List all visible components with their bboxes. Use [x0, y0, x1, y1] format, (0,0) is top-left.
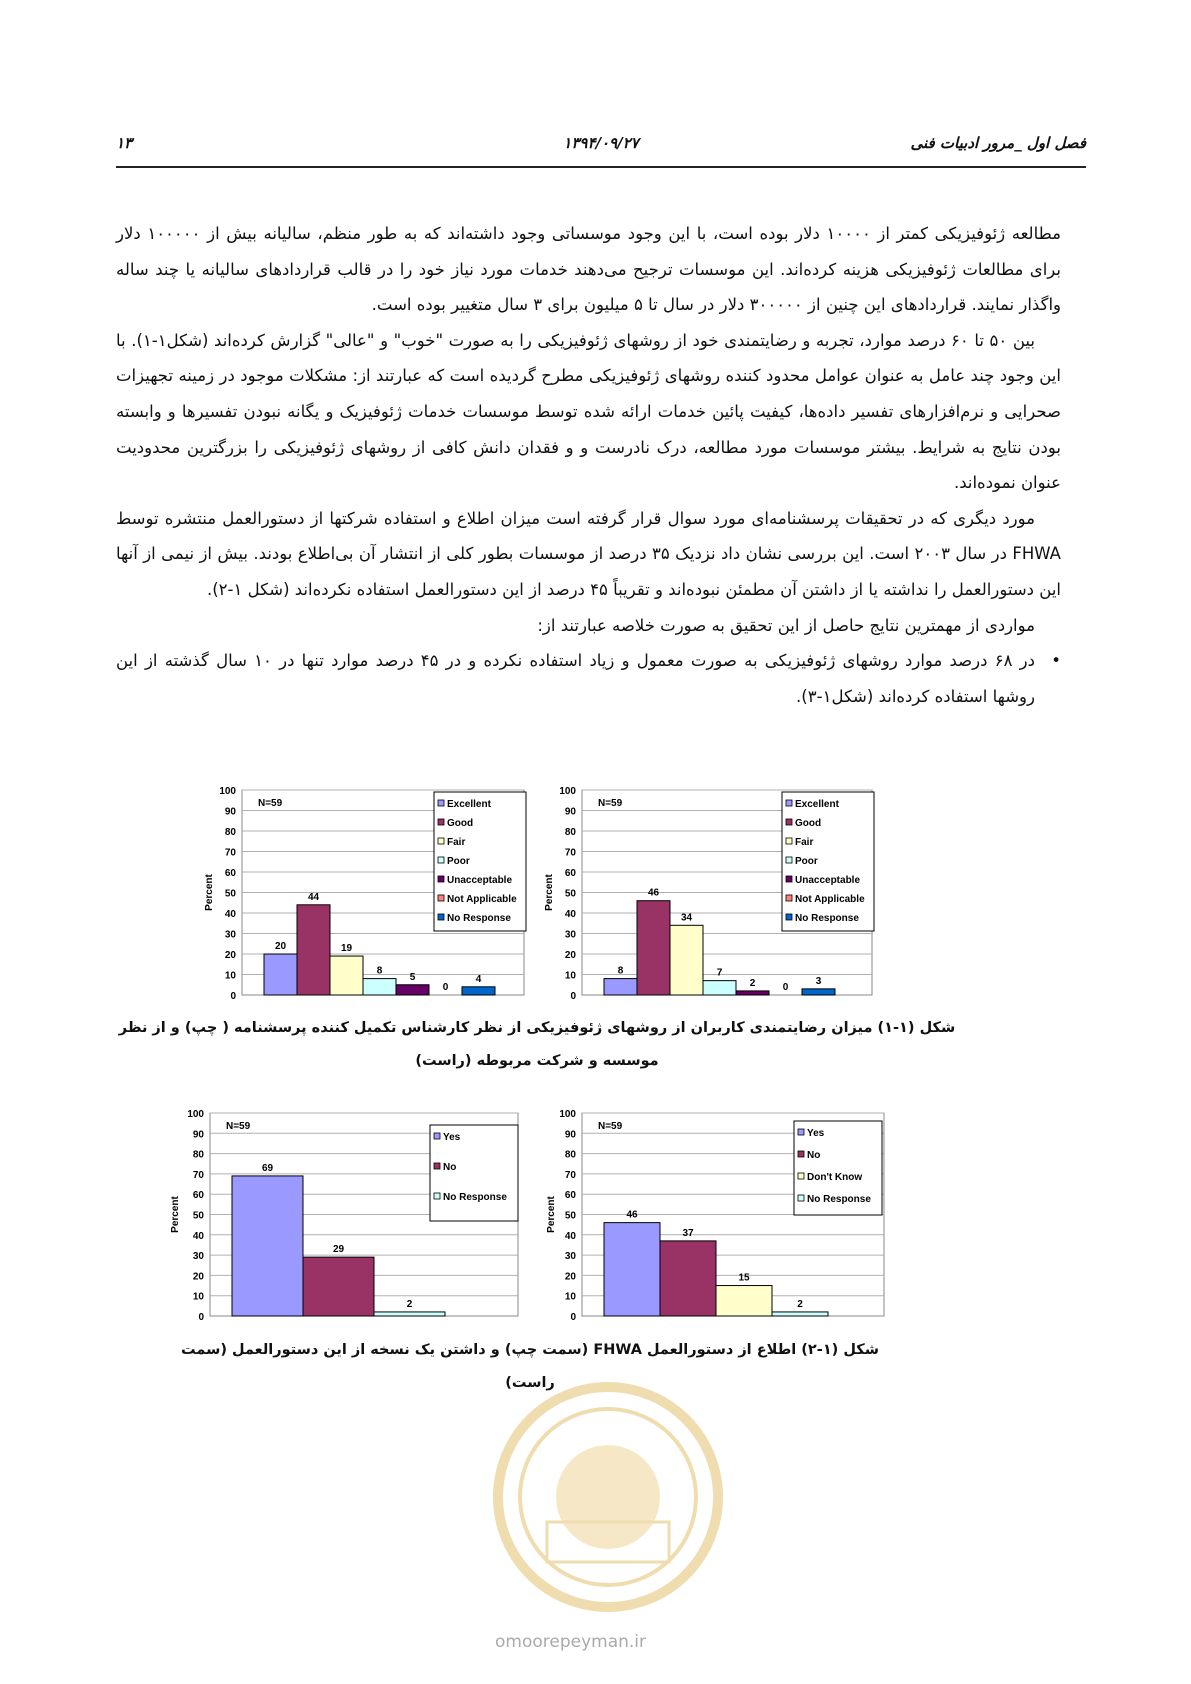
data-label: 7 [716, 967, 723, 979]
chart-svg-copy-right [542, 1105, 892, 1325]
y-tick-label: 0 [230, 991, 236, 1002]
y-tick-label: 100 [219, 786, 236, 797]
legend-swatch [438, 914, 444, 920]
legend-label: Poor [795, 856, 818, 867]
y-tick-label: 60 [224, 868, 236, 879]
legend-swatch [434, 1163, 440, 1169]
data-label: 15 [738, 1272, 750, 1284]
paragraph-3: مورد دیگری که در تحقیقات پرسشنامه‌ای مورد سوال قرار گرفته است میزان اطلاع و استفاده شرکتها از دستورالعمل منتشره توسط FHWA در سال ۲۰۰۳ است. این بررسی نشان داد نزدیک ۳۵ درصد از موسسات بطور کلی از انتشار آن بی‌اطلاع بودند. بیش از نیمی از آنها این دستورالعمل را نداشته یا از داشتن آن مطمئن نبوده‌اند و تقریباً ۴۵ درصد از این دستورالعمل استفاده نکرده‌اند (شکل ۱-۲). [116, 508, 1061, 599]
y-tick-label: 10 [564, 970, 576, 982]
data-label: 46 [626, 1209, 638, 1221]
legend-label: Yes [443, 1132, 461, 1143]
y-tick-label: 30 [192, 1251, 204, 1263]
y-tick-label: 50 [192, 1210, 204, 1222]
data-label: 2 [749, 977, 756, 989]
y-tick-label: 60 [192, 1190, 204, 1202]
legend-label: No [807, 1150, 821, 1161]
bar [670, 925, 703, 995]
legend-swatch [786, 857, 792, 863]
y-tick-label: 50 [564, 888, 576, 900]
y-axis-label: Percent [546, 1196, 557, 1233]
y-tick-label: 100 [187, 1109, 204, 1120]
chart-satisfaction-right [540, 782, 880, 1002]
legend-swatch [438, 800, 444, 806]
y-tick-label: 0 [570, 1312, 576, 1323]
chart-copy-right [542, 1105, 892, 1325]
bullet-item [116, 643, 1061, 714]
y-tick-label: 20 [224, 950, 236, 961]
legend-swatch [798, 1151, 804, 1157]
legend-swatch [434, 1193, 440, 1199]
legend-label: Excellent [447, 799, 491, 810]
legend-label: Excellent [795, 799, 839, 810]
legend-swatch [786, 838, 792, 844]
chapter-title: فصل اول _مرور ادبیات فنی [910, 134, 1086, 152]
y-tick-label: 90 [224, 806, 236, 818]
y-tick-label: 20 [564, 950, 576, 961]
data-label: 69 [261, 1162, 274, 1174]
sample-size-annotation: N=59 [598, 1121, 623, 1132]
y-tick-label: 80 [224, 827, 236, 838]
sample-size-annotation: N=59 [258, 798, 283, 809]
data-label: 0 [782, 982, 789, 993]
legend-label: No [443, 1162, 457, 1173]
legend-swatch [438, 819, 444, 825]
bar [363, 979, 396, 995]
y-tick-label: 50 [564, 1210, 576, 1222]
chart-satisfaction-left [200, 782, 530, 1002]
y-tick-label: 30 [224, 929, 236, 941]
y-axis-label: Percent [170, 1196, 181, 1233]
bullet-text: در ۶۸ درصد موارد روشهای ژئوفیزیکی به صورت معمول و زیاد استفاده نکرده و در ۴۵ درصد موارد تنها در ۱۰ سال گذشته از این روشها استفاده کرده‌اند (شکل۱-۳). [116, 651, 1035, 706]
y-tick-label: 10 [224, 970, 236, 982]
legend-label: Good [795, 818, 822, 829]
data-label: 4 [475, 973, 482, 985]
data-label: 29 [332, 1244, 345, 1256]
bar [232, 1176, 303, 1316]
legend-label: Fair [447, 837, 466, 848]
legend-swatch [798, 1129, 804, 1135]
legend-label: Don't Know [807, 1172, 863, 1183]
y-tick-label: 100 [559, 1109, 576, 1120]
y-tick-label: 30 [564, 929, 576, 941]
legend-label: Unacceptable [795, 875, 861, 886]
page-header [116, 128, 1086, 168]
y-tick-label: 10 [192, 1291, 204, 1303]
y-tick-label: 80 [564, 1149, 576, 1161]
y-tick-label: 40 [564, 909, 576, 920]
bar [736, 991, 769, 995]
y-tick-label: 100 [559, 786, 576, 797]
y-tick-label: 0 [570, 991, 576, 1002]
legend-label: Yes [807, 1128, 825, 1139]
y-tick-label: 80 [564, 827, 576, 838]
legend-label: No Response [443, 1192, 507, 1203]
y-tick-label: 90 [564, 1129, 576, 1141]
y-tick-label: 20 [192, 1271, 204, 1283]
data-label: 46 [647, 887, 660, 899]
bar [374, 1312, 445, 1316]
y-tick-label: 90 [192, 1129, 204, 1141]
paragraph-2: بین ۵۰ تا ۶۰ درصد موارد، تجربه و رضایتمندی خود از روشهای ژئوفیزیکی را به صورت "خوب" و "عالی" گزارش کرده‌اند (شکل۱-۱). با این وجود چند عامل به عنوان عوامل محدود کننده روشهای ژئوفیزیکی مطرح گردیده است که عبارتند از: مشکلات موجود در زمینه تجهیزات صحرایی و نرم‌افزارهای تفسیر داده‌ها، کیفیت پائین خدمات ارائه شده توسط موسسات خدمات ژئوفیزیک و یگانه نبودن تفسیرها و وابسته بودن نتایج به شرایط. بیشتر موسسات مورد مطالعه، درک نادرست و و فقدان دانش کافی از روشهای ژئوفیزیکی را بزرگترین محدودیت عنوان نموده‌اند. [116, 330, 1061, 493]
data-label: 34 [680, 912, 693, 924]
y-tick-label: 90 [564, 806, 576, 818]
chart-svg-satisfaction-right [540, 782, 880, 1002]
bar [703, 981, 736, 995]
y-tick-label: 10 [564, 1291, 576, 1303]
bar [660, 1241, 716, 1316]
legend-swatch [798, 1173, 804, 1179]
legend-swatch [438, 838, 444, 844]
legend-swatch [438, 857, 444, 863]
chart-awareness-left [166, 1105, 526, 1325]
bar [772, 1312, 828, 1316]
data-label: 2 [797, 1298, 803, 1310]
y-tick-label: 70 [564, 1169, 576, 1181]
figure-caption-2: شکل (۱-۲) اطلاع از دستورالعمل FHWA (سمت چپ) و داشتن یک نسخه از این دستورالعمل (سمت راست) [181, 1342, 879, 1391]
y-axis-label: Percent [204, 874, 215, 911]
legend-label: Not Applicable [795, 894, 865, 905]
chart-svg-satisfaction-left [200, 782, 530, 1002]
data-label: 5 [409, 971, 416, 983]
legend-label: No Response [447, 913, 511, 924]
body-text [116, 216, 1061, 714]
data-label: 0 [442, 982, 449, 993]
y-tick-label: 80 [192, 1149, 204, 1161]
bar [264, 954, 297, 995]
data-label: 8 [376, 965, 383, 977]
legend-swatch [434, 1133, 440, 1139]
y-axis-label: Percent [544, 874, 555, 911]
y-tick-label: 70 [564, 847, 576, 859]
bar [330, 956, 363, 995]
data-label: 20 [274, 941, 287, 952]
legend-swatch [786, 819, 792, 825]
figure-caption-1: شکل (۱-۱) میزان رضایتمندی کاربران از روشهای ژئوفیزیکی از نظر کارشناس تکمیل کننده پرسشنامه ( چپ) و از نظر موسسه و شرکت مربوطه (راست) [118, 1020, 956, 1069]
data-label: 2 [406, 1298, 413, 1310]
bar [604, 1223, 660, 1316]
legend-label: Not Applicable [447, 894, 517, 905]
y-tick-label: 60 [564, 868, 576, 879]
legend-swatch [438, 895, 444, 901]
y-tick-label: 40 [564, 1230, 576, 1242]
y-tick-label: 70 [224, 847, 236, 859]
paragraph-4: مواردی از مهمترین نتایج حاصل از این تحقیق به صورت خلاصه عبارتند از: [537, 615, 1035, 635]
bar [396, 985, 429, 995]
y-tick-label: 40 [224, 909, 236, 920]
legend-label: Poor [447, 856, 470, 867]
page-number: ۱۳ [116, 134, 133, 152]
data-label: 37 [682, 1227, 694, 1239]
bullet-symbol: • [1051, 651, 1061, 671]
y-tick-label: 20 [564, 1271, 576, 1283]
chart-svg-awareness-left [166, 1105, 526, 1325]
bar [303, 1257, 374, 1316]
footer-watermark: omoorepeyman.ir [495, 1632, 647, 1652]
data-label: 19 [340, 943, 353, 955]
legend-label: Unacceptable [447, 875, 513, 886]
bar [297, 905, 330, 995]
data-label: 8 [617, 965, 624, 977]
legend-swatch [438, 876, 444, 882]
seal-watermark-icon [477, 1372, 739, 1622]
paragraph-1: مطالعه ژئوفیزیکی کمتر از ۱۰۰۰۰ دلار بوده است، با این وجود موسساتی وجود داشته‌اند که به طور منظم، سالیانه بیش از ۱۰۰۰۰۰ دلار برای مطالعات ژئوفیزیکی هزینه کرده‌اند. این موسسات ترجیح می‌دهند خدمات مورد نیاز خود را در قالب قراردادهای سالیانه یا چند ساله واگذار نمایند. قراردادهای این چنین از ۳۰۰۰۰۰ دلار در سال تا ۵ میلیون برای ۳ سال متغییر بوده است. [116, 224, 1061, 315]
sample-size-annotation: N=59 [226, 1121, 251, 1132]
y-tick-label: 60 [564, 1190, 576, 1202]
y-tick-label: 0 [198, 1312, 204, 1323]
bar [802, 989, 835, 995]
legend-label: Good [447, 818, 474, 829]
y-tick-label: 40 [192, 1230, 204, 1242]
bar [637, 901, 670, 995]
data-label: 44 [307, 891, 320, 903]
legend-swatch [786, 800, 792, 806]
data-label: 3 [815, 975, 822, 987]
legend-swatch [786, 876, 792, 882]
bar [716, 1286, 772, 1316]
bar [604, 979, 637, 995]
header-date: ۱۳۹۴/۰۹/۲۷ [563, 134, 639, 152]
sample-size-annotation: N=59 [598, 798, 623, 809]
legend-swatch [798, 1195, 804, 1201]
y-tick-label: 30 [564, 1251, 576, 1263]
legend-label: No Response [807, 1194, 871, 1205]
y-tick-label: 70 [192, 1169, 204, 1181]
legend-label: No Response [795, 913, 859, 924]
legend-label: Fair [795, 837, 814, 848]
legend-swatch [786, 895, 792, 901]
y-tick-label: 50 [224, 888, 236, 900]
legend-swatch [786, 914, 792, 920]
bar [462, 987, 495, 995]
